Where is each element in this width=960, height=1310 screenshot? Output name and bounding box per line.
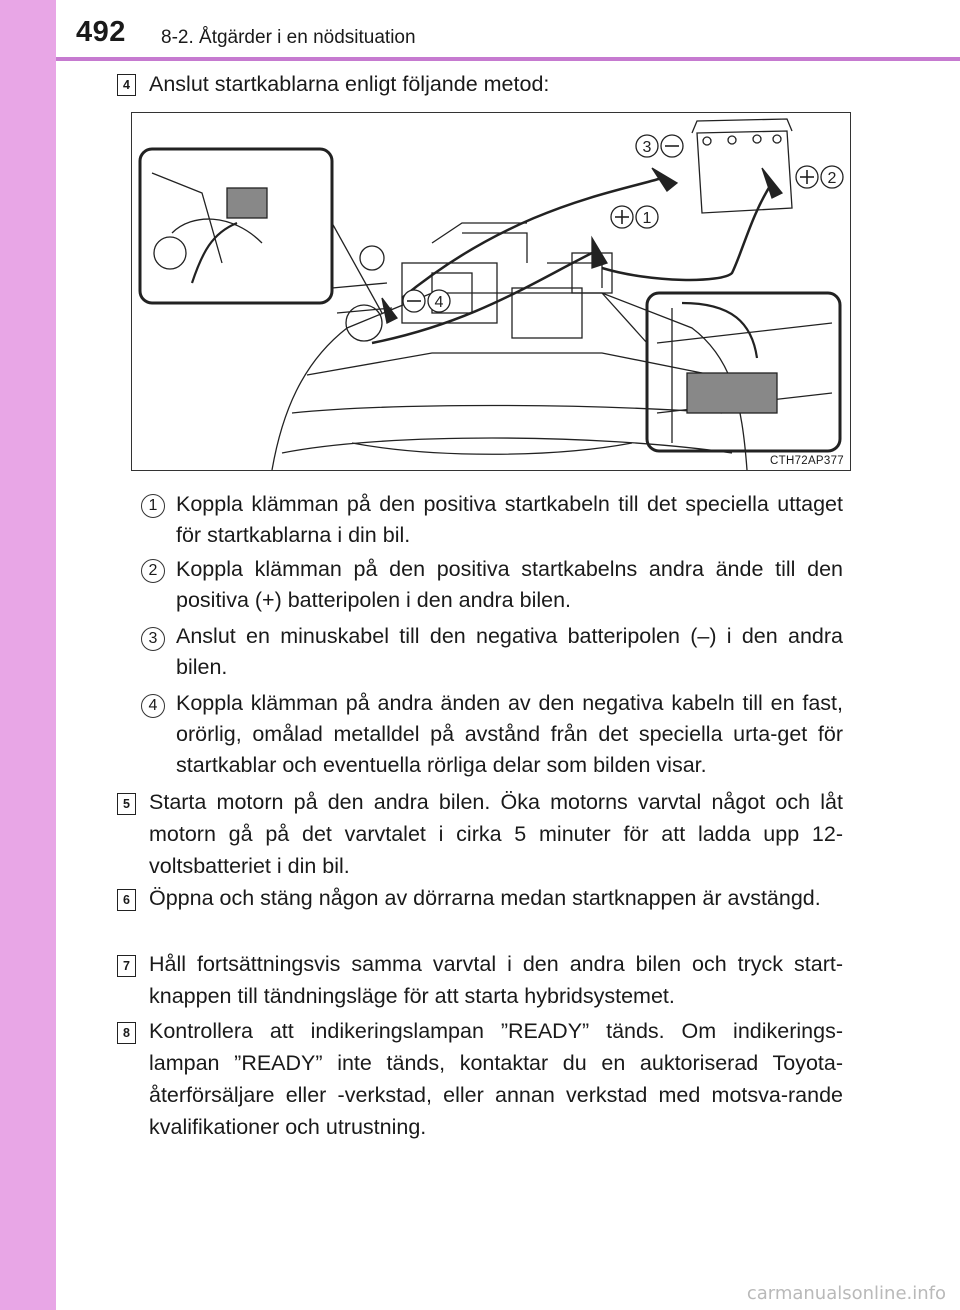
- substep-text: Anslut en minuskabel till den negativa batteripolen (–) i den andra bilen.: [176, 624, 843, 679]
- watermark: carmanualsonline.info: [746, 1283, 946, 1304]
- substep-number: 1: [141, 494, 165, 518]
- page-number: 492: [76, 16, 126, 48]
- substep-text: Koppla klämman på den positiva startkabeln till det speciella uttaget för startkablarna i din bil.: [176, 492, 843, 547]
- step-text: Håll fortsättningsvis samma varvtal i den andra bilen och tryck start-knappen till tändningsläge för att starta hybridsystemet.: [149, 952, 843, 1008]
- substep-number: 4: [141, 694, 165, 718]
- substep-text: Koppla klämman på den positiva startkabelns andra ände till den positiva (+) batteripolen i den andra bilen.: [176, 557, 843, 612]
- engine-bay-drawing: [132, 113, 850, 470]
- step-text: Anslut startkablarna enligt följande metod:: [149, 72, 550, 96]
- step-number-badge: 8: [117, 1022, 136, 1044]
- chapter-sidebar: [0, 0, 56, 1310]
- figure-code: CTH72AP377: [770, 455, 844, 467]
- step-number-badge: 6: [117, 889, 136, 911]
- callout-2: 2: [827, 170, 837, 187]
- substep-text: Koppla klämman på andra änden av den negativa kabeln till en fast, orörlig, omålad metalldel på avstånd från det speciella urta-get för startkablar och eventuella rörliga delar som bilden visar.: [176, 691, 843, 777]
- step-text: Öppna och stäng någon av dörrarna medan startknappen är avstängd.: [149, 886, 821, 910]
- header-rule: [56, 57, 960, 61]
- step-number-badge: 5: [117, 793, 136, 815]
- substep-number: 3: [141, 627, 165, 651]
- substep-number: 2: [141, 559, 165, 583]
- callout-4: 4: [434, 294, 444, 311]
- section-title: 8-2. Åtgärder i en nödsituation: [161, 27, 416, 48]
- step-number-badge: 4: [117, 74, 136, 96]
- jump-start-illustration: [131, 112, 851, 471]
- step-text: Starta motorn på den andra bilen. Öka motorns varvtal något och låt motorn gå på det varvtalet i cirka 5 minuter för att ladda upp 12-voltsbatteriet i din bil.: [149, 790, 843, 878]
- callout-1: 1: [642, 210, 652, 227]
- step-text: Kontrollera att indikeringslampan ”READY” tänds. Om indikerings-lampan ”READY” inte tänds, kontaktar du en auktoriserad Toyota-återförsäljare eller -verkstad, eller annan verkstad med motsva-rande kvalifikationer och utrustning.: [149, 1019, 843, 1139]
- callout-3: 3: [642, 139, 652, 156]
- step-number-badge: 7: [117, 955, 136, 977]
